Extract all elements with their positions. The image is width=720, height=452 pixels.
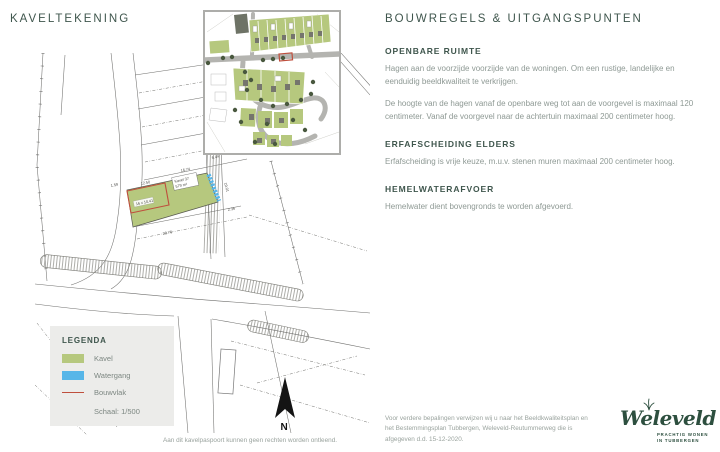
logo-wordmark: Weleveld xyxy=(620,406,716,430)
dim-right-bottom: 2.36 xyxy=(227,206,236,212)
building-footprint xyxy=(218,349,236,394)
kavel-37 xyxy=(110,155,247,239)
dim-left: 1.59 xyxy=(110,182,119,188)
section-heading-hemelwaterafvoer: HEMELWATERAFVOER xyxy=(385,183,495,194)
legend-label: Bouwvlak xyxy=(94,388,127,397)
plot-name-label: Kavel 37 xyxy=(174,176,190,184)
bouwvlak-size-label: 16 x 10,41 xyxy=(135,198,154,207)
logo-tagline-line1: PRACHTIG WONEN xyxy=(657,432,709,437)
parcel-lines-right xyxy=(249,161,367,284)
legend xyxy=(50,326,174,426)
dim-top-right: 16.74 xyxy=(180,167,191,173)
section-paragraph: De hoogte van de hagen vanaf de openbare weg tot aan de voorgevel is maximaal 120 centimeter. Vanaf de voorgevel naar de achtertuin maximaal 200 centimeter hoog. xyxy=(385,98,694,121)
logo-tagline xyxy=(657,432,708,445)
legend-item-watergang xyxy=(62,371,162,380)
section-heading-openbare-ruimte: OPENBARE RUIMTE xyxy=(385,46,482,56)
dim-right: 19.01 xyxy=(223,182,230,193)
legend-label: Watergang xyxy=(94,371,131,380)
north-arrow-icon xyxy=(268,374,302,432)
section-paragraph: Hagen aan de voorzijde voorzijde van de woningen. Om een rustige, landelijke en eenduidig beeldkwaliteit te verkrijgen. xyxy=(385,64,675,86)
rules-column xyxy=(385,13,707,223)
weleveld-logo xyxy=(620,398,717,446)
legend-label: Kavel xyxy=(94,354,113,363)
section-paragraph: Hemelwater dient bovengronds te worden afgevoerd. xyxy=(385,201,574,211)
logo-tagline-line2: IN TUBBERGEN xyxy=(657,438,700,444)
legend-title: LEGENDA xyxy=(62,336,107,345)
legend-scale: Schaal: 1/500 xyxy=(94,407,140,416)
page-title-left: KAVELTEKENING xyxy=(10,13,131,25)
drawing-caption: Aan dit kavelpaspoort kunnen geen rechten worden ontleend. xyxy=(162,437,338,444)
legend-item-kavel xyxy=(62,354,162,363)
compass-label: N xyxy=(280,422,288,432)
section-heading-erfafscheiding: ERFAFSCHEIDING ELDERS xyxy=(385,138,516,149)
bouwvlak-line-icon xyxy=(62,392,84,393)
inset-existing-buildings xyxy=(209,74,227,122)
plot-area-label: 579 m² xyxy=(175,182,188,189)
dim-right-top: 6.44 xyxy=(211,154,220,160)
watergang-swatch-icon xyxy=(62,371,84,380)
footer-note: Voor verdere bepalingen verwijzen wij u naar het Beeldkwaliteitsplan en het Bestemmingsplan Tubbergen, Weleveld-Reutummerweg die is afgegeven d.d. 15-12-2020. xyxy=(385,415,588,443)
road-north xyxy=(71,53,142,289)
section-paragraph: Erfafscheiding is vrije keuze, m.u.v. stenen muren maximaal 200 centimeter hoog. xyxy=(385,156,675,166)
inset-map-svg xyxy=(205,12,339,153)
inset-map xyxy=(203,10,341,155)
parcel-boundaries-left xyxy=(37,53,65,281)
legend-item-bouwvlak xyxy=(62,388,162,397)
kavel-swatch-icon xyxy=(62,354,84,363)
page-title-right: BOUWREGELS & UITGANGSPUNTEN xyxy=(385,13,643,25)
dim-top-left: 12.50 xyxy=(140,180,151,186)
inset-large-building xyxy=(234,14,249,34)
dim-bottom: 29.76 xyxy=(162,230,173,236)
